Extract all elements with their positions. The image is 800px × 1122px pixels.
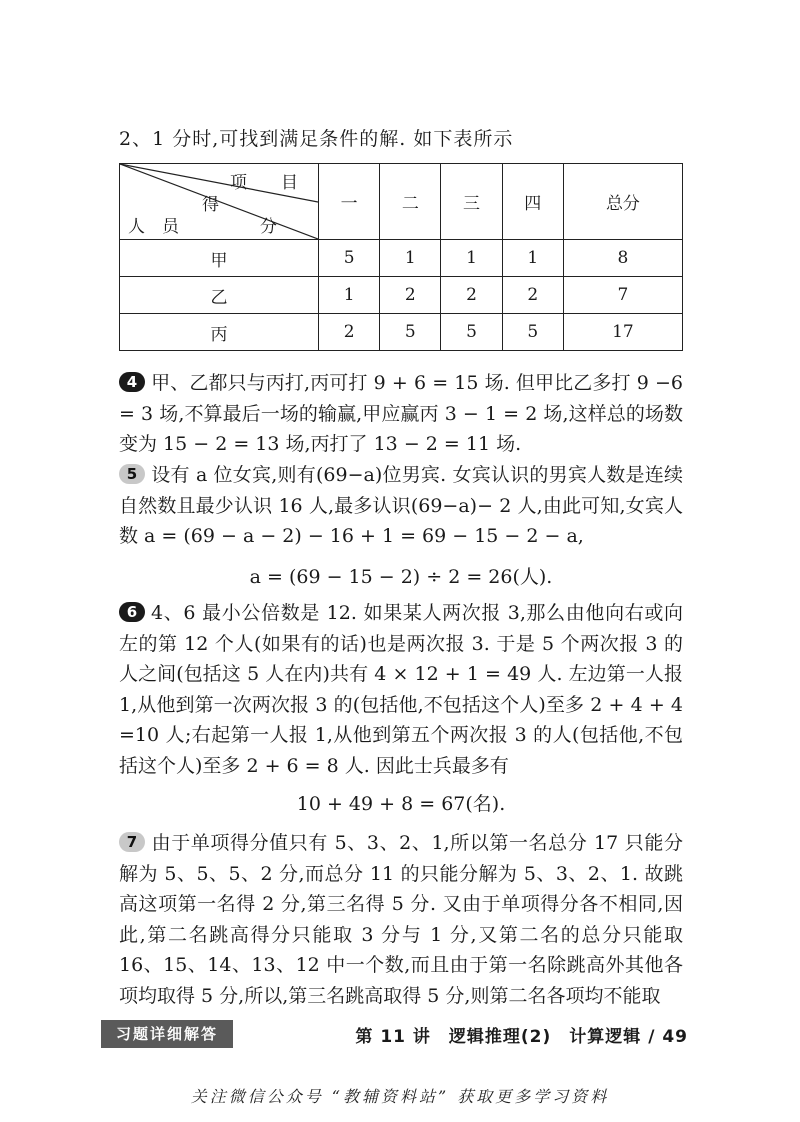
table-cell: 1 xyxy=(319,277,380,314)
table-header-row xyxy=(120,164,683,240)
problem-7 xyxy=(119,828,683,1011)
table-cell: 5 xyxy=(502,314,563,351)
table-cell: 2 xyxy=(502,277,563,314)
row-name: 丙 xyxy=(120,314,319,351)
table-row xyxy=(120,277,683,314)
problem-4-text: 甲、乙都只与丙打,丙可打 9 + 6 = 15 场. 但甲比乙多打 9 −6 = 3 场,不算最后一场的输赢,甲应赢丙 3 − 1 = 2 场,这样总的场数变为 15 − 2 = 13 场,丙打了 13 − 2 = 11 场. xyxy=(119,372,683,455)
problem-6-equation: 10 + 49 + 8 = 67(名). xyxy=(296,793,506,815)
table-cell: 1 xyxy=(502,240,563,277)
column-header: 一 xyxy=(319,164,380,240)
problem-6 xyxy=(119,598,683,820)
page-footer-title: 第 11 讲 逻辑推理(2) 计算逻辑 / 49 xyxy=(355,1027,688,1047)
diag-label-score: 得 xyxy=(202,195,219,215)
row-name: 乙 xyxy=(120,277,319,314)
problem-number-badge: 4 xyxy=(119,372,145,392)
diag-label-item: 项 目 xyxy=(230,173,298,193)
diag-label-person: 人 员 xyxy=(128,217,179,237)
problem-4 xyxy=(119,368,683,460)
table-cell: 2 xyxy=(441,277,502,314)
score-table xyxy=(119,163,683,351)
table-cell: 8 xyxy=(563,240,682,277)
problem-7-text: 由于单项得分值只有 5、3、2、1,所以第一名总分 17 只能分解为 5、5、5、2 分,而总分 11 的只能分解为 5、3、2、1. 故跳高这项第一名得 2 分,第三名得 5 分. 又由于单项得分各不相同,因此,第二名跳高得分只能取 3 分与 1 分,又第二名的总分只能取 16、15、14、13、12 中一个数,而且由于第一名除跳高外其他各项均取得 5 分,所以,第三名跳高取得 5 分,则第二名各项均不能取 xyxy=(119,832,683,1007)
column-header: 总分 xyxy=(563,164,682,240)
problem-number-badge: 5 xyxy=(119,464,145,484)
problem-6-text: 4、6 最小公倍数是 12. 如果某人两次报 3,那么由他向右或向左的第 12 个人(如果有的话)也是两次报 3. 于是 5 个两次报 3 的人之间(包括这 5 人在内)共有 4 × 12 + 1 = 49 人. 左边第一人报 1,从他到第一次两次报 3 的(包括他,不包括这个人)至多 2 + 4 + 4 =10 人;右起第一人报 1,从他到第五个两次报 3 的人(包括他,不包括这个人)至多 2 + 6 = 8 人. 因此士兵最多有 xyxy=(119,602,683,777)
section-label: 习题详细解答 xyxy=(101,1020,233,1048)
table-cell: 2 xyxy=(380,277,441,314)
problem-number-badge: 7 xyxy=(119,832,145,852)
watermark-text: 关注微信公众号 “教辅资料站” 获取更多学习资料 xyxy=(190,1087,610,1106)
table-cell: 5 xyxy=(380,314,441,351)
problem-number-badge: 6 xyxy=(119,602,145,622)
diagonal-header-cell xyxy=(120,164,319,240)
column-header: 四 xyxy=(502,164,563,240)
table-row xyxy=(120,314,683,351)
table-cell: 17 xyxy=(563,314,682,351)
table-cell: 5 xyxy=(441,314,502,351)
diag-label-fen: 分 xyxy=(260,217,277,237)
column-header: 二 xyxy=(380,164,441,240)
column-header: 三 xyxy=(441,164,502,240)
table-cell: 5 xyxy=(319,240,380,277)
table-cell: 2 xyxy=(319,314,380,351)
problem-5-text: 设有 a 位女宾,则有(69−a)位男宾. 女宾认识的男宾人数是连续自然数且最少认识 16 人,最多认识(69−a)− 2 人,由此可知,女宾人数 a = (69 − a − 2) − 16 + 1 = 69 − 15 − 2 − a, xyxy=(119,464,683,547)
problem-5-equation: a = (69 − 15 − 2) ÷ 2 = 26(人). xyxy=(249,565,553,588)
table-cell: 1 xyxy=(441,240,502,277)
table-cell: 1 xyxy=(380,240,441,277)
intro-text: 2、1 分时,可找到满足条件的解. 如下表所示 xyxy=(119,128,514,150)
problem-5 xyxy=(119,460,683,592)
row-name: 甲 xyxy=(120,240,319,277)
table-cell: 7 xyxy=(563,277,682,314)
table-row xyxy=(120,240,683,277)
